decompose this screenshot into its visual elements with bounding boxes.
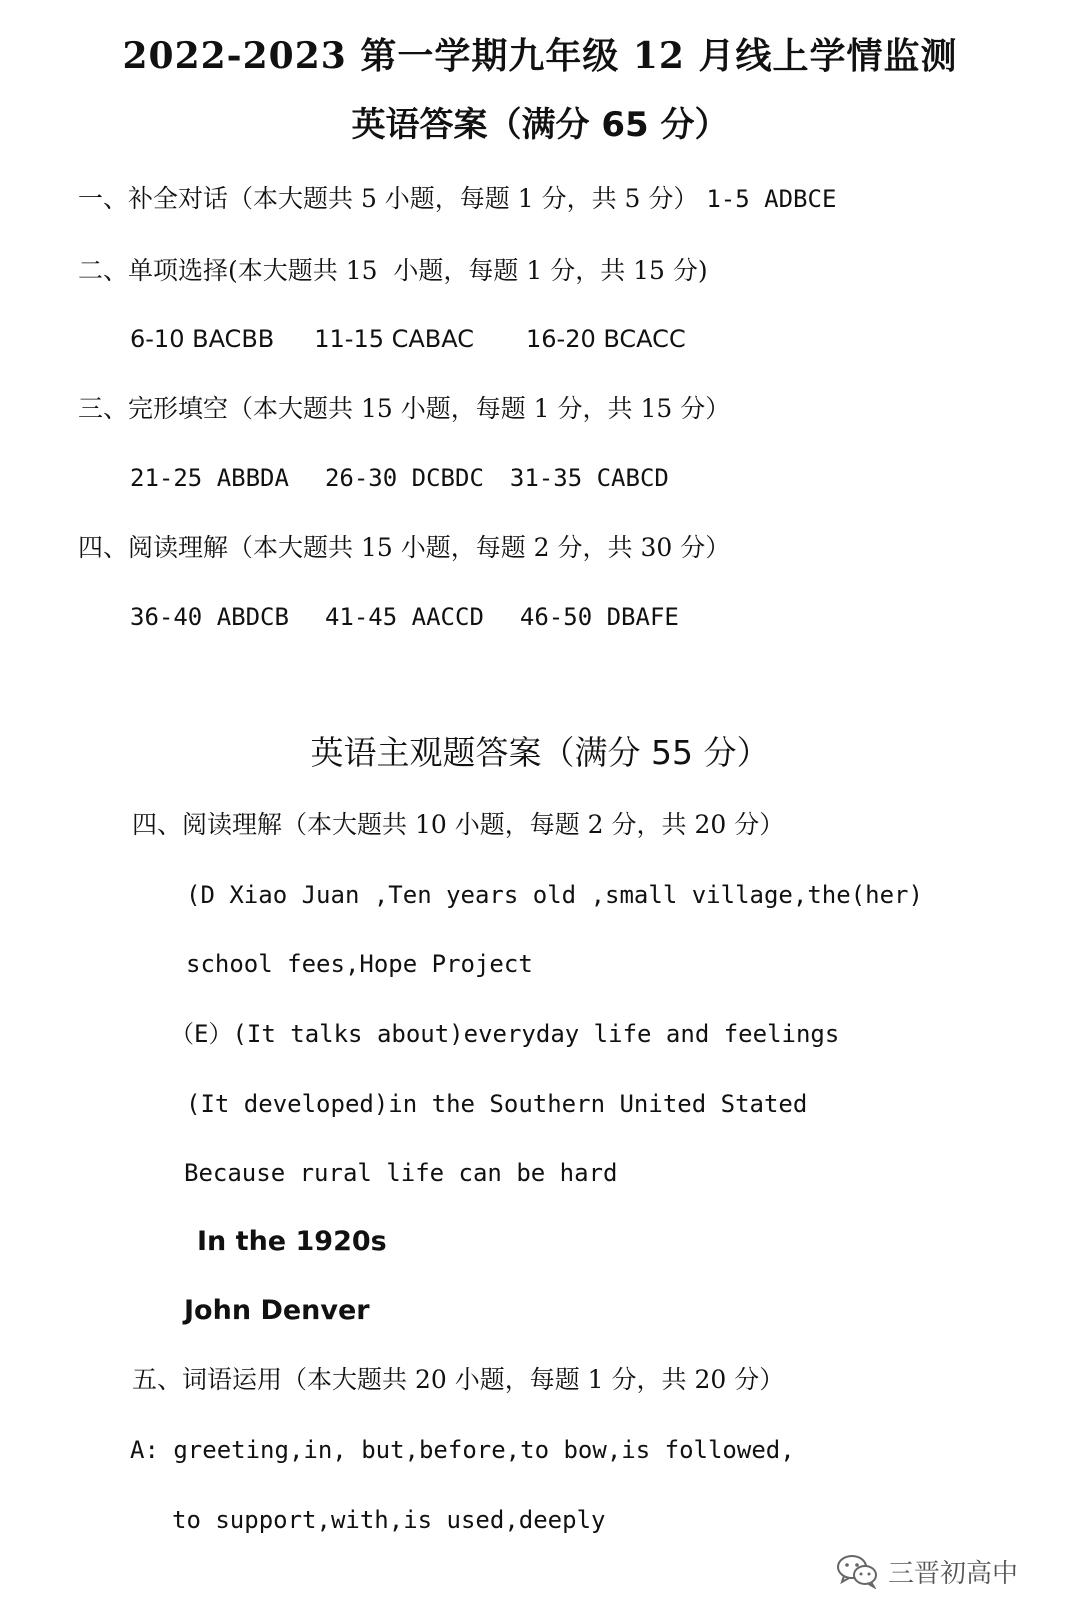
wechat-icon bbox=[836, 1553, 878, 1589]
word-usage-line: A: greeting,in, but,before,to bow,is followed, bbox=[130, 1436, 795, 1464]
answer-group: 6-10 BACBB bbox=[130, 325, 275, 353]
watermark bbox=[836, 1551, 1018, 1591]
answer-group: 36-40 ABDCB bbox=[130, 603, 289, 631]
answer-group: 11-15 CABAC bbox=[314, 325, 475, 353]
subjective-title: 英语主观题答案（满分 55 分） bbox=[310, 733, 770, 772]
reading-answer-line: (It developed)in the Southern United Stated bbox=[186, 1090, 808, 1118]
reading-answer-line: （E）(It talks about)everyday life and feelings bbox=[170, 1020, 840, 1048]
answer-group: 26-30 DCBDC bbox=[324, 464, 484, 492]
word-usage-heading: 五、词语运用（本大题共 20 小题，每题 1 分，共 20 分） bbox=[132, 1365, 785, 1394]
answer-group: 31-35 CABCD bbox=[509, 464, 669, 492]
reading-bold-answer: In the 1920s bbox=[197, 1226, 387, 1257]
section-1-heading-text: 一、补全对话（本大题共 5 小题，每题 1 分，共 5 分） bbox=[78, 184, 699, 213]
section-2-answers bbox=[130, 327, 686, 351]
section-2-heading: 二、单项选择(本大题共 15 小题，每题 1 分，共 15 分) bbox=[78, 256, 708, 285]
watermark-text: 三晋初高中 bbox=[887, 1558, 1018, 1589]
reading-answer-line: (D Xiao Juan ,Ten years old ,small village,the(her) bbox=[186, 881, 923, 909]
section-3-heading: 三、完形填空（本大题共 15 小题，每题 1 分，共 15 分） bbox=[78, 394, 731, 423]
section-1-answer: 1-5 ADBCE bbox=[706, 185, 837, 213]
answer-group: 46-50 DBAFE bbox=[519, 603, 679, 631]
reading-answer-line: Because rural life can be hard bbox=[184, 1159, 618, 1187]
document-subtitle: 英语答案（满分 65 分） bbox=[351, 105, 729, 145]
document-title: 2022-2023 第一学期九年级 12 月线上学情监测 bbox=[122, 35, 958, 77]
reading-heading: 四、阅读理解（本大题共 10 小题，每题 2 分，共 20 分） bbox=[132, 810, 785, 839]
reading-bold-answer: John Denver bbox=[184, 1295, 370, 1326]
reading-answer-line: school fees,Hope Project bbox=[186, 950, 533, 978]
answer-group: 41-45 AACCD bbox=[324, 603, 484, 631]
section-4-heading: 四、阅读理解（本大题共 15 小题，每题 2 分，共 30 分） bbox=[78, 533, 731, 562]
section-3-answers bbox=[130, 466, 669, 490]
word-usage-line: to support,with,is used,deeply bbox=[172, 1506, 606, 1534]
answer-group: 21-25 ABBDA bbox=[130, 464, 289, 492]
section-1-heading bbox=[78, 186, 836, 211]
section-4-answers bbox=[130, 605, 679, 629]
answer-group: 16-20 BCACC bbox=[526, 325, 686, 353]
